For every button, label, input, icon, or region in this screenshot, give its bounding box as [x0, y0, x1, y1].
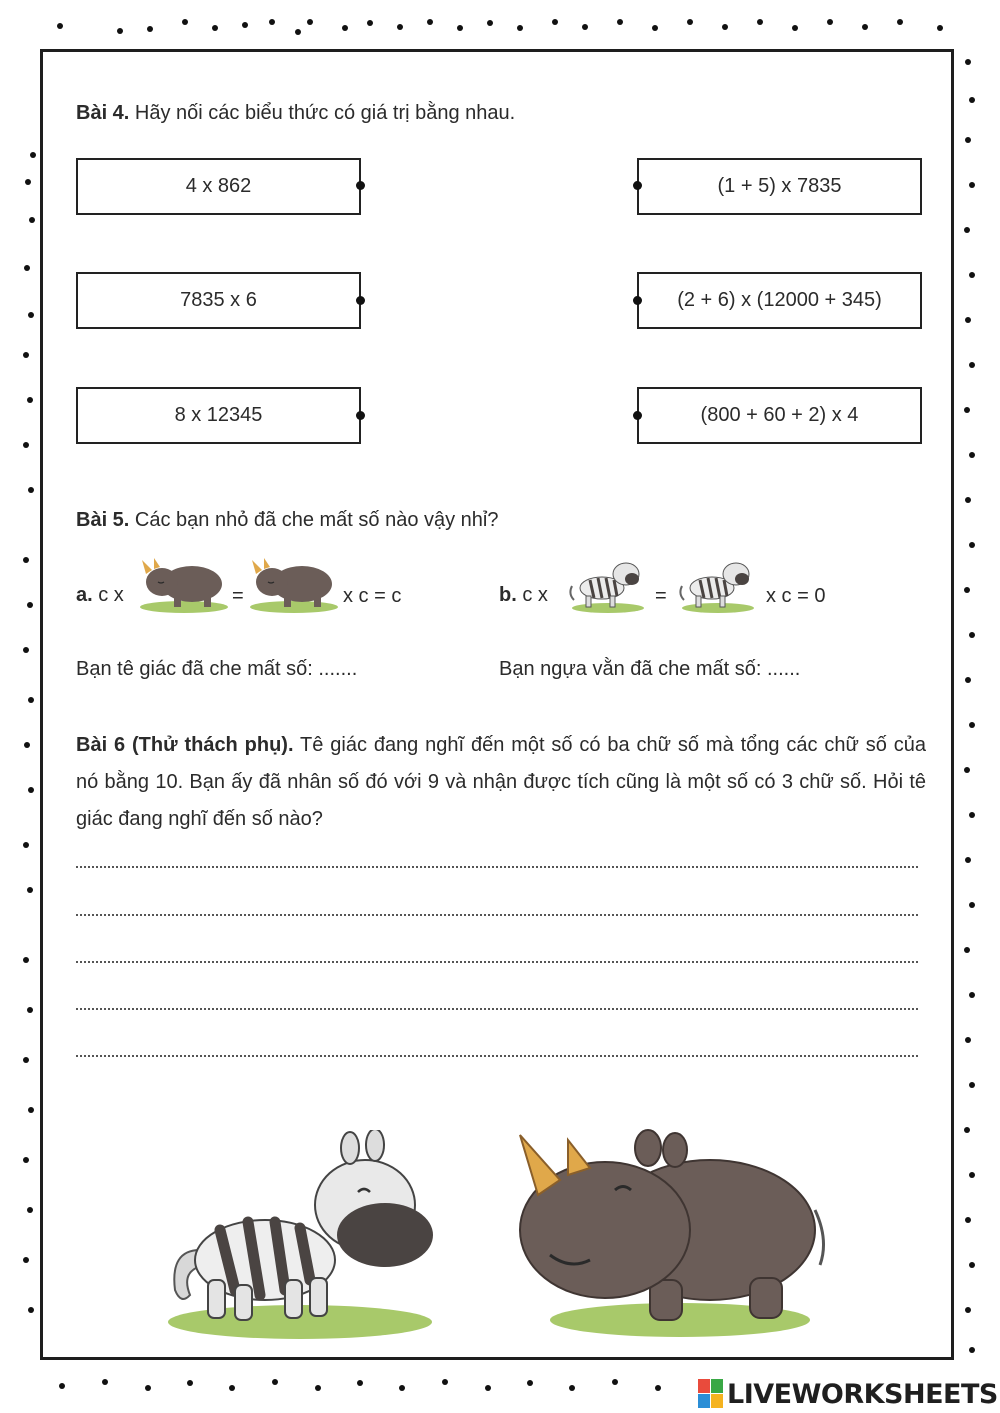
zebra-icon — [568, 552, 648, 614]
bai5-heading — [76, 509, 499, 532]
bai5a-suffix: x c = c — [343, 585, 402, 607]
zebra-icon — [678, 552, 758, 614]
bai5b-answer-line[interactable]: Bạn ngựa vằn đã che mất số: ...... — [499, 658, 801, 680]
bai5a-label: a. — [76, 584, 93, 606]
left-expression-box[interactable] — [76, 272, 361, 329]
rhino-icon — [510, 1120, 830, 1345]
connector-dot[interactable] — [356, 181, 365, 190]
bai5b-prefix — [499, 584, 548, 607]
zebra-icon — [160, 1130, 440, 1345]
right-expression-box[interactable] — [637, 158, 922, 215]
bai5a-answer-line[interactable]: Bạn tê giác đã che mất số: ....... — [76, 658, 358, 680]
connector-dot[interactable] — [633, 181, 642, 190]
connector-dot[interactable] — [633, 296, 642, 305]
left-expression-text: 7835 x 6 — [180, 289, 257, 311]
answer-line[interactable] — [76, 914, 918, 916]
right-expression-box[interactable] — [637, 272, 922, 329]
bai6-paragraph — [76, 727, 926, 838]
bai5b-prefix-text: c x — [522, 584, 548, 606]
answer-line[interactable] — [76, 961, 918, 963]
bai5b-equals: = — [655, 585, 667, 607]
right-expression-text: (800 + 60 + 2) x 4 — [700, 404, 859, 426]
connector-dot[interactable] — [633, 411, 642, 420]
answer-line[interactable] — [76, 1055, 918, 1057]
bai5-text: Các bạn nhỏ đã che mất số nào vậy nhỉ? — [129, 509, 499, 531]
bai4-heading — [76, 102, 515, 125]
answer-line[interactable] — [76, 1008, 918, 1010]
liveworksheets-logo — [698, 1376, 998, 1412]
bai5b-label: b. — [499, 584, 517, 606]
left-expression-box[interactable] — [76, 158, 361, 215]
connector-dot[interactable] — [356, 411, 365, 420]
left-expression-box[interactable] — [76, 387, 361, 444]
bai4-label: Bài 4. — [76, 102, 130, 124]
bai5-label: Bài 5. — [76, 509, 130, 531]
right-expression-text: (2 + 6) x (12000 + 345) — [677, 289, 882, 311]
connector-dot[interactable] — [356, 296, 365, 305]
liveworksheets-wordmark: LIVEWORKSHEETS — [727, 1378, 998, 1410]
rhino-icon — [248, 552, 340, 614]
left-expression-text: 8 x 12345 — [174, 404, 263, 426]
right-expression-text: (1 + 5) x 7835 — [717, 175, 842, 197]
bai4-text: Hãy nối các biểu thức có giá trị bằng nhau. — [129, 102, 516, 124]
bai5a-prefix — [76, 584, 124, 607]
bai5a-prefix-text: c x — [98, 584, 124, 606]
bai5a-equals: = — [232, 585, 244, 607]
bai5b-suffix: x c = 0 — [766, 585, 826, 607]
right-expression-box[interactable] — [637, 387, 922, 444]
liveworksheets-mark-icon — [698, 1379, 724, 1409]
bai6-text: Tê giác đang nghĩ đến một số có ba chữ số mà tổng các chữ số của nó bằng 10. Bạn ấy đã nhân số đó với 9 và nhận được tích cũng là một số có 3 chữ số. Hỏi tê giác đang nghĩ đến số nào? — [76, 734, 926, 830]
rhino-icon — [138, 552, 230, 614]
answer-line[interactable] — [76, 866, 918, 868]
left-expression-text: 4 x 862 — [185, 175, 252, 197]
bai6-label: Bài 6 (Thử thách phụ). — [76, 734, 294, 756]
